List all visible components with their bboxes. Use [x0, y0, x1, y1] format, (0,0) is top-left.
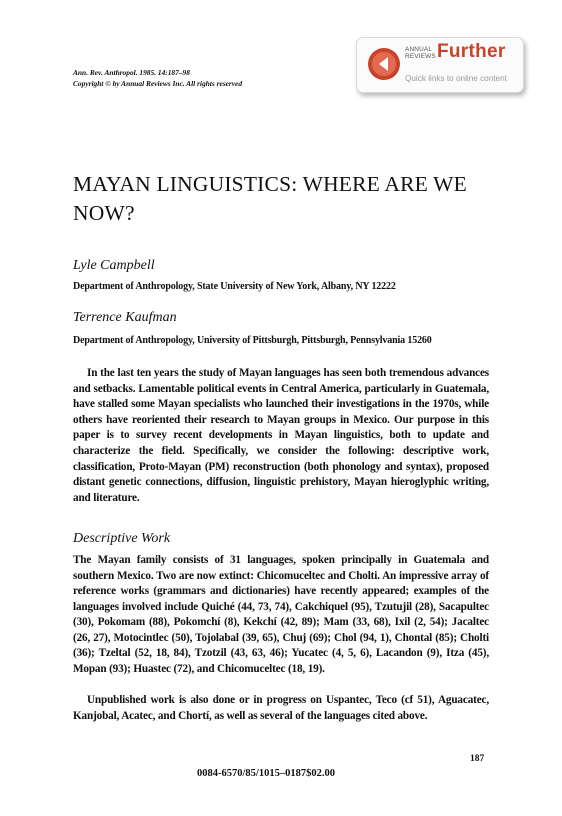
- price-code: 0084-6570/85/1015–0187$02.00: [197, 768, 335, 779]
- author-affiliation: Department of Anthropology, State University of New York, Albany, NY 12222: [73, 281, 396, 292]
- play-arrow-icon: [367, 47, 401, 81]
- author-name: Terrence Kaufman: [73, 310, 177, 325]
- annual-reviews-wordmark: ANNUAL REVIEWS: [405, 46, 436, 61]
- further-badge[interactable]: [356, 37, 524, 93]
- author-affiliation: Department of Anthropology, University of Pittsburgh, Pittsburgh, Pennsylvania 15260: [73, 335, 432, 346]
- article-title: MAYAN LINGUISTICS: WHERE ARE WE NOW?: [73, 172, 468, 225]
- journal-citation: [73, 68, 242, 89]
- author-name: Lyle Campbell: [73, 258, 155, 273]
- further-subtitle: Quick links to online content: [405, 74, 507, 83]
- further-label: Further: [437, 41, 506, 62]
- abstract-paragraph: In the last ten years the study of Mayan languages has seen both tremendous advances and setbacks. Lamentable political events in Central America, particularly in Guatemala, have stalled some Mayan specialists who launched their investigations in the 1970s, while others have reoriented their research to Mayan groups in Mexico. Our purpose in this paper is to survey recent developments in Mayan linguistics, both to update and characterize the field. Specifically, we consider the following: descriptive work, classification, Proto-Mayan (PM) reconstruction (both phonology and syntax), proposed distant genetic connections, diffusion, linguistic prehistory, Mayan hieroglyphic writing, and literature.: [73, 367, 489, 504]
- page-number: 187: [470, 754, 485, 764]
- citation-line-1: Ann. Rev. Anthropol. 1985. 14:187–98: [73, 68, 190, 77]
- citation-line-2: Copyright © by Annual Reviews Inc. All rights reserved: [73, 78, 243, 88]
- body-paragraph: Unpublished work is also done or in progress on Uspantec, Teco (cf 51), Aguacatec, Kanjobal, Acatec, and Chortí, as well as several of the languages cited above.: [73, 694, 489, 722]
- body-paragraph: The Mayan family consists of 31 languages, spoken principally in Guatemala and southern Mexico. Two are now extinct: Chicomuceltec and Cholti. An impressive array of reference works (grammars and dictionaries) have recently appeared; examples of the languages involved include Quiché (44, 73, 74), Cakchiquel (95), Tzutujil (28), Sacapultec (30), Pokomam (88), Pokomchí (8), Kekchí (42, 89); Mam (33, 68), Ixil (2, 54); Jacaltec (26, 27), Motocintlec (50), Tojolabal (39, 65), Chuj (69); Chol (94, 1), Chontal (85); Cholti (36); Tzeltal (52, 18, 84), Tzotzil (43, 63, 46); Yucatec (4, 5, 6), Lacandon (9), Itza (45), Mopan (93); Huastec (72), and Chicomuceltec (18, 19).: [73, 554, 489, 675]
- section-heading: Descriptive Work: [73, 531, 171, 546]
